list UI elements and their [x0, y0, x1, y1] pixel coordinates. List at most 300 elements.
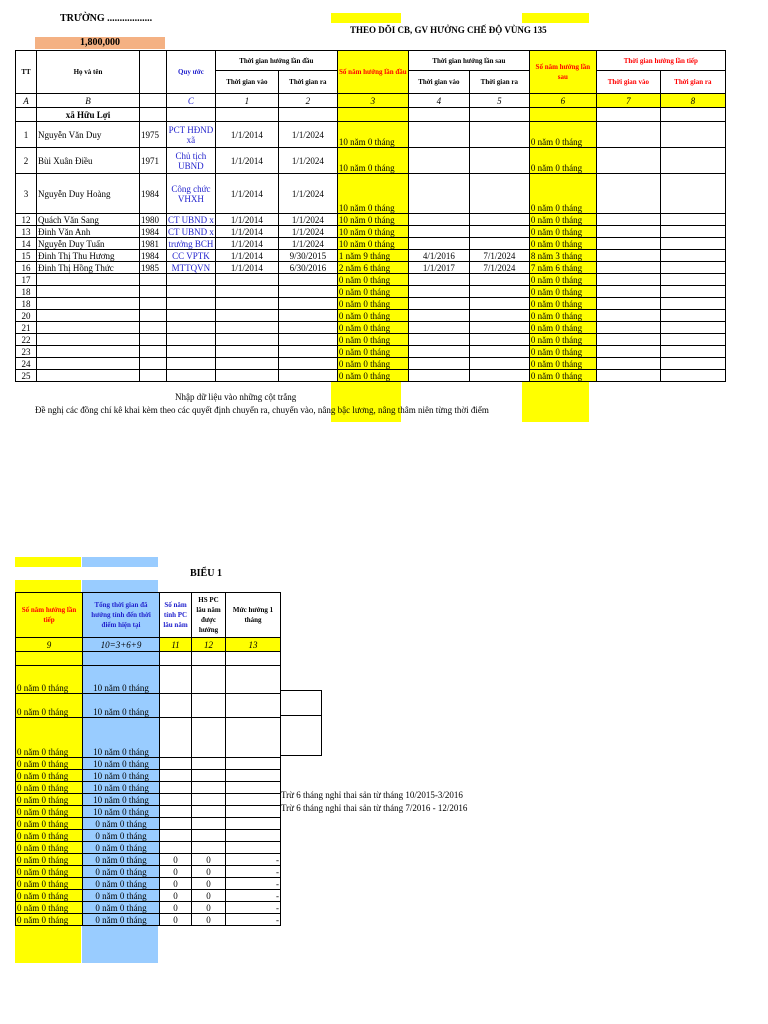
row-year[interactable]	[140, 310, 167, 322]
row-years-first: 0 năm 0 tháng	[337, 322, 408, 334]
bieu-monthly: -	[226, 854, 281, 866]
row-years-second: 0 năm 0 tháng	[529, 334, 596, 346]
row-time-out-1[interactable]	[278, 322, 337, 334]
row-year[interactable]: 1984	[140, 226, 167, 238]
row-time-in-1[interactable]: 1/1/2014	[215, 262, 278, 274]
row-time-out-2[interactable]	[469, 310, 529, 322]
bieu-monthly	[226, 718, 281, 758]
row-time-in-3	[596, 298, 660, 310]
row-time-in-2[interactable]	[408, 174, 469, 214]
table-row	[16, 174, 726, 214]
row-years-second: 0 năm 0 tháng	[529, 226, 596, 238]
bieu-yrs-next: 0 năm 0 tháng	[16, 666, 83, 694]
bieu-monthly: -	[226, 890, 281, 902]
code-8: 8	[660, 94, 725, 108]
row-time-out-2[interactable]: 7/1/2024	[469, 250, 529, 262]
row-time-in-2[interactable]: 4/1/2016	[408, 250, 469, 262]
bieu-years-pc	[160, 782, 192, 794]
row-role[interactable]: CT UBND x	[168, 226, 214, 237]
row-time-out-1[interactable]	[278, 310, 337, 322]
header-first-period: Thời gian hưởng lần đầu	[215, 51, 337, 71]
bieu-code-10: 10=3+6+9	[83, 638, 160, 652]
row-time-in-1[interactable]: 1/1/2014	[215, 250, 278, 262]
bieu-row	[16, 866, 281, 878]
row-time-in-1[interactable]	[215, 370, 278, 382]
bieu-years-pc: 0	[160, 878, 192, 890]
bieu-note1: Trừ 6 tháng nghỉ thai sản từ tháng 10/2015-3/2016	[281, 790, 463, 800]
row-years-second: 0 năm 0 tháng	[529, 310, 596, 322]
bieu-total: 0 năm 0 tháng	[83, 878, 160, 890]
row-tt: 17	[16, 274, 37, 286]
row-time-out-2[interactable]	[469, 122, 529, 148]
bieu-years-pc: 0	[160, 902, 192, 914]
row-time-out-1[interactable]: 9/30/2015	[278, 250, 337, 262]
table-row	[16, 322, 726, 334]
row-time-in-1[interactable]	[215, 346, 278, 358]
bieu-monthly	[226, 818, 281, 830]
row-time-in-3	[596, 322, 660, 334]
row-time-out-2[interactable]	[469, 334, 529, 346]
row-year[interactable]: 1984	[140, 174, 167, 214]
row-role[interactable]: Chủ tịch UBND	[167, 148, 216, 174]
row-time-in-3	[596, 310, 660, 322]
row-time-in-2[interactable]: 1/1/2017	[408, 262, 469, 274]
row-time-in-1[interactable]	[215, 310, 278, 322]
code-1: 1	[215, 94, 278, 108]
bieu-hs-pc	[192, 718, 226, 758]
bieu-hs-pc	[192, 794, 226, 806]
row-time-in-2[interactable]	[408, 148, 469, 174]
bieu-years-pc	[160, 758, 192, 770]
header-time-out-3: Thời gian ra	[660, 71, 725, 94]
bieu-side-box-divider	[280, 715, 321, 716]
row-time-in-2[interactable]	[408, 238, 469, 250]
row-time-in-2[interactable]	[408, 310, 469, 322]
row-time-out-1[interactable]: 1/1/2024	[278, 214, 337, 226]
header-rule: Quy ước	[167, 51, 216, 94]
row-role[interactable]	[167, 286, 216, 298]
row-time-out-2[interactable]: 7/1/2024	[469, 262, 529, 274]
yellow-strip-col3-top	[331, 13, 401, 23]
row-time-out-2[interactable]	[469, 214, 529, 226]
row-name[interactable]	[37, 370, 140, 382]
row-time-out-2[interactable]	[469, 274, 529, 286]
bieu-hs-pc: 0	[192, 902, 226, 914]
row-role[interactable]	[167, 370, 216, 382]
row-time-in-1[interactable]: 1/1/2014	[215, 226, 278, 238]
row-name[interactable]	[37, 358, 140, 370]
bieu-years-pc: 0	[160, 866, 192, 878]
bieu-yrs-next: 0 năm 0 tháng	[16, 806, 83, 818]
bieu-yrs-next: 0 năm 0 tháng	[16, 794, 83, 806]
row-name[interactable]: Quách Văn Sang	[37, 214, 140, 226]
row-tt: 16	[16, 262, 37, 274]
table-row	[16, 238, 726, 250]
row-years-first: 10 năm 0 tháng	[337, 148, 408, 174]
row-role[interactable]	[167, 298, 216, 310]
row-years-second: 0 năm 0 tháng	[529, 238, 596, 250]
bieu-years-pc: 0	[160, 890, 192, 902]
row-time-in-1[interactable]	[215, 298, 278, 310]
row-time-out-3	[660, 262, 725, 274]
bieu-row	[16, 878, 281, 890]
bieu-years-pc: 0	[160, 854, 192, 866]
row-time-in-1[interactable]	[215, 274, 278, 286]
bieu-monthly	[226, 770, 281, 782]
row-name[interactable]: Bùi Xuân Điều	[37, 148, 140, 174]
row-time-out-2[interactable]	[469, 346, 529, 358]
row-time-out-1[interactable]: 1/1/2024	[278, 226, 337, 238]
bieu-hs-pc: 0	[192, 878, 226, 890]
bieu-row	[16, 854, 281, 866]
row-years-second: 0 năm 0 tháng	[529, 298, 596, 310]
bieu-row	[16, 830, 281, 842]
row-time-in-3	[596, 214, 660, 226]
row-years-second: 0 năm 0 tháng	[529, 274, 596, 286]
bieu-row	[16, 902, 281, 914]
row-tt: 21	[16, 322, 37, 334]
row-year[interactable]: 1984	[140, 250, 167, 262]
row-role[interactable]	[167, 322, 216, 334]
bieu-side-box	[280, 690, 322, 756]
bieu-total: 0 năm 0 tháng	[83, 902, 160, 914]
row-tt: 2	[16, 148, 37, 174]
row-year[interactable]	[140, 370, 167, 382]
row-time-out-2[interactable]	[469, 148, 529, 174]
bieu-yrs-next: 0 năm 0 tháng	[16, 878, 83, 890]
row-role[interactable]	[167, 310, 216, 322]
bieu-total: 10 năm 0 tháng	[83, 718, 160, 758]
bieu-row	[16, 914, 281, 926]
row-year[interactable]: 1975	[140, 122, 167, 148]
row-time-out-1[interactable]: 1/1/2024	[278, 148, 337, 174]
row-name[interactable]: Nguyễn Văn Duy	[37, 122, 140, 148]
bieu-header-years-pc: Số năm tính PC lâu năm	[160, 593, 192, 638]
bieu-total: 0 năm 0 tháng	[83, 854, 160, 866]
row-year[interactable]: 1981	[140, 238, 167, 250]
row-years-second: 0 năm 0 tháng	[529, 286, 596, 298]
row-time-in-2[interactable]	[408, 322, 469, 334]
row-time-in-1[interactable]: 1/1/2014	[215, 238, 278, 250]
row-time-out-2[interactable]	[469, 322, 529, 334]
row-time-in-3	[596, 250, 660, 262]
bieu-monthly	[226, 794, 281, 806]
main-table	[15, 50, 726, 382]
school-label: TRƯỜNG ..................	[60, 13, 153, 24]
row-time-in-1[interactable]: 1/1/2014	[215, 214, 278, 226]
row-tt: 3	[16, 174, 37, 214]
row-time-in-3	[596, 148, 660, 174]
row-time-in-2[interactable]	[408, 226, 469, 238]
header-next-period: Thời gian hưởng lần tiếp	[596, 51, 725, 71]
row-role[interactable]: trưởng BCH	[168, 238, 214, 249]
row-year[interactable]	[140, 358, 167, 370]
bieu-row	[16, 718, 281, 758]
row-role[interactable]	[167, 274, 216, 286]
row-time-in-2[interactable]	[408, 214, 469, 226]
row-time-out-3	[660, 334, 725, 346]
row-time-out-1[interactable]	[278, 358, 337, 370]
bieu-hs-pc: 0	[192, 866, 226, 878]
bieu-header-yrs-next: Số năm hưởng lần tiếp	[16, 593, 83, 638]
row-time-out-1[interactable]: 1/1/2024	[278, 122, 337, 148]
row-time-in-3	[596, 226, 660, 238]
row-role[interactable]	[167, 346, 216, 358]
row-name[interactable]: Đinh Thị Hồng Thức	[37, 262, 140, 274]
row-role[interactable]: CT UBND x	[168, 214, 214, 225]
bieu-yrs-next: 0 năm 0 tháng	[16, 842, 83, 854]
bieu-hs-pc	[192, 842, 226, 854]
table-row	[16, 298, 726, 310]
row-time-out-3	[660, 274, 725, 286]
row-time-out-3	[660, 122, 725, 148]
row-year[interactable]	[140, 298, 167, 310]
row-years-second: 0 năm 0 tháng	[529, 174, 596, 214]
row-tt: 12	[16, 214, 37, 226]
bieu-hs-pc: 0	[192, 890, 226, 902]
row-time-out-1[interactable]	[278, 370, 337, 382]
row-time-out-2[interactable]	[469, 238, 529, 250]
row-time-out-3	[660, 322, 725, 334]
bieu-yrs-next: 0 năm 0 tháng	[16, 818, 83, 830]
row-time-out-2[interactable]	[469, 298, 529, 310]
row-name[interactable]: Đinh Văn Anh	[37, 226, 140, 238]
yellow-strip-col3-bottom	[331, 382, 401, 422]
bieu-total: 10 năm 0 tháng	[83, 758, 160, 770]
row-time-out-3	[660, 250, 725, 262]
row-name[interactable]	[37, 334, 140, 346]
bieu-row	[16, 842, 281, 854]
bieu-hs-pc	[192, 830, 226, 842]
bieu-monthly: -	[226, 902, 281, 914]
bieu-years-pc	[160, 818, 192, 830]
code-4: 4	[408, 94, 469, 108]
bieu-code-12: 12	[192, 638, 226, 652]
bieu-total: 10 năm 0 tháng	[83, 770, 160, 782]
row-time-out-3	[660, 214, 725, 226]
row-time-out-1[interactable]	[278, 274, 337, 286]
bieu-yrs-next: 0 năm 0 tháng	[16, 830, 83, 842]
table-row	[16, 274, 726, 286]
row-time-out-3	[660, 286, 725, 298]
row-name[interactable]	[37, 322, 140, 334]
bieu-yrs-next: 0 năm 0 tháng	[16, 718, 83, 758]
code-3: 3	[337, 94, 408, 108]
row-year[interactable]	[140, 274, 167, 286]
table-row	[16, 286, 726, 298]
row-time-in-3	[596, 238, 660, 250]
row-year[interactable]: 1985	[140, 262, 167, 274]
row-name[interactable]	[37, 286, 140, 298]
row-time-in-1[interactable]	[215, 286, 278, 298]
row-time-out-3	[660, 370, 725, 382]
row-time-in-2[interactable]	[408, 274, 469, 286]
row-time-out-1[interactable]: 1/1/2024	[278, 174, 337, 214]
bieu-yrs-next: 0 năm 0 tháng	[16, 890, 83, 902]
row-role[interactable]	[167, 334, 216, 346]
row-time-out-3	[660, 226, 725, 238]
row-time-in-2[interactable]	[408, 370, 469, 382]
row-years-second: 0 năm 0 tháng	[529, 370, 596, 382]
row-time-in-2[interactable]	[408, 346, 469, 358]
bieu-yrs-next: 0 năm 0 tháng	[16, 914, 83, 926]
header-name: Họ và tên	[37, 51, 140, 94]
row-time-in-1[interactable]	[215, 334, 278, 346]
row-years-second: 7 năm 6 tháng	[529, 262, 596, 274]
row-time-in-2[interactable]	[408, 122, 469, 148]
header-years-second: Số năm hưởng lần sau	[529, 51, 596, 94]
bieu-years-pc	[160, 718, 192, 758]
row-role[interactable]: MTTQVN	[167, 262, 216, 274]
row-role[interactable]: CC VPTK	[167, 250, 216, 262]
table-row	[16, 262, 726, 274]
row-tt: 24	[16, 358, 37, 370]
bieu-monthly	[226, 666, 281, 694]
bieu-yrs-next: 0 năm 0 tháng	[16, 782, 83, 794]
row-name[interactable]: Nguyễn Duy Tuấn	[37, 238, 140, 250]
row-role[interactable]: Công chức VHXH	[167, 174, 216, 214]
header-second-period: Thời gian hưởng lần sau	[408, 51, 529, 71]
row-year[interactable]: 1980	[140, 214, 167, 226]
row-name[interactable]	[37, 274, 140, 286]
bieu-years-pc	[160, 842, 192, 854]
row-time-out-2[interactable]	[469, 358, 529, 370]
row-time-out-1[interactable]	[278, 286, 337, 298]
row-name[interactable]	[37, 298, 140, 310]
row-role[interactable]	[167, 358, 216, 370]
row-years-first: 10 năm 0 tháng	[337, 238, 408, 250]
row-time-in-1[interactable]	[215, 322, 278, 334]
row-years-first: 0 năm 0 tháng	[337, 310, 408, 322]
row-time-in-3	[596, 286, 660, 298]
row-time-in-1[interactable]: 1/1/2014	[215, 148, 278, 174]
bieu-monthly	[226, 782, 281, 794]
row-name[interactable]: Nguyễn Duy Hoàng	[37, 174, 140, 214]
bieu-total: 10 năm 0 tháng	[83, 782, 160, 794]
row-time-in-3	[596, 262, 660, 274]
bieu-total: 10 năm 0 tháng	[83, 694, 160, 718]
bieu-yrs-next: 0 năm 0 tháng	[16, 758, 83, 770]
bieu-total: 0 năm 0 tháng	[83, 866, 160, 878]
row-tt: 20	[16, 310, 37, 322]
bieu-hs-pc	[192, 770, 226, 782]
bieu-code-9: 9	[16, 638, 83, 652]
row-years-first: 0 năm 0 tháng	[337, 358, 408, 370]
bieu-row	[16, 818, 281, 830]
row-name[interactable]: Đinh Thị Thu Hương	[37, 250, 140, 262]
bieu-total: 0 năm 0 tháng	[83, 818, 160, 830]
table-row	[16, 310, 726, 322]
row-time-out-1[interactable]	[278, 334, 337, 346]
row-time-in-2[interactable]	[408, 334, 469, 346]
code-7: 7	[596, 94, 660, 108]
row-years-first: 0 năm 0 tháng	[337, 298, 408, 310]
bieu-blue-top	[82, 557, 158, 567]
bieu-row	[16, 770, 281, 782]
bieu-monthly	[226, 758, 281, 770]
row-years-first: 0 năm 0 tháng	[337, 346, 408, 358]
bieu-years-pc	[160, 770, 192, 782]
row-time-in-3	[596, 274, 660, 286]
row-time-in-1[interactable]: 1/1/2014	[215, 122, 278, 148]
table-row	[16, 214, 726, 226]
row-years-first: 10 năm 0 tháng	[337, 214, 408, 226]
row-time-out-1[interactable]	[278, 298, 337, 310]
row-tt: 23	[16, 346, 37, 358]
row-time-out-3	[660, 174, 725, 214]
row-time-out-3	[660, 298, 725, 310]
row-time-out-1[interactable]: 6/30/2016	[278, 262, 337, 274]
bieu-row	[16, 694, 281, 718]
bieu-code-11: 11	[160, 638, 192, 652]
table-row	[16, 370, 726, 382]
bieu-yrs-next: 0 năm 0 tháng	[16, 694, 83, 718]
header-time-in-3: Thời gian vào	[596, 71, 660, 94]
row-years-second: 0 năm 0 tháng	[529, 346, 596, 358]
bieu-monthly	[226, 842, 281, 854]
row-year[interactable]	[140, 286, 167, 298]
row-name[interactable]	[37, 310, 140, 322]
code-2: 2	[278, 94, 337, 108]
row-tt: 14	[16, 238, 37, 250]
table-row	[16, 148, 726, 174]
row-tt: 22	[16, 334, 37, 346]
bieu-hs-pc	[192, 818, 226, 830]
row-time-out-2[interactable]	[469, 370, 529, 382]
bieu-hs-pc	[192, 782, 226, 794]
header-time-out-1: Thời gian ra	[278, 71, 337, 94]
row-years-first: 1 năm 9 tháng	[337, 250, 408, 262]
row-time-out-2[interactable]	[469, 174, 529, 214]
row-name[interactable]	[37, 346, 140, 358]
row-years-first: 0 năm 0 tháng	[337, 274, 408, 286]
row-years-first: 10 năm 0 tháng	[337, 174, 408, 214]
row-time-in-2[interactable]	[408, 358, 469, 370]
row-years-first: 0 năm 0 tháng	[337, 286, 408, 298]
bieu-total: 0 năm 0 tháng	[83, 842, 160, 854]
row-time-in-1[interactable]: 1/1/2014	[215, 174, 278, 214]
bieu-total: 10 năm 0 tháng	[83, 806, 160, 818]
row-time-out-2[interactable]	[469, 286, 529, 298]
table-row	[16, 334, 726, 346]
header-time-in-2: Thời gian vào	[408, 71, 469, 94]
row-time-in-2[interactable]	[408, 298, 469, 310]
row-years-first: 10 năm 0 tháng	[337, 122, 408, 148]
header-year	[140, 51, 167, 94]
row-year[interactable]: 1971	[140, 148, 167, 174]
group-label: xã Hữu Lợi	[37, 108, 140, 122]
row-time-out-2[interactable]	[469, 226, 529, 238]
row-years-second: 0 năm 0 tháng	[529, 148, 596, 174]
bieu-header-monthly: Mức hưởng 1 tháng	[226, 593, 281, 638]
row-time-in-2[interactable]	[408, 286, 469, 298]
row-time-in-1[interactable]	[215, 358, 278, 370]
bieu-header-hs-pc: HS PC lâu năm được hưởng	[192, 593, 226, 638]
row-role[interactable]: PCT HĐND xã	[167, 122, 216, 148]
bieu-row	[16, 758, 281, 770]
row-time-out-1[interactable]: 1/1/2024	[278, 238, 337, 250]
bieu-row	[16, 666, 281, 694]
table-row	[16, 226, 726, 238]
row-years-first: 0 năm 0 tháng	[337, 334, 408, 346]
row-time-out-1[interactable]	[278, 346, 337, 358]
row-year[interactable]	[140, 346, 167, 358]
code-a: A	[16, 94, 37, 108]
bieu-yrs-next: 0 năm 0 tháng	[16, 770, 83, 782]
row-year[interactable]	[140, 334, 167, 346]
row-year[interactable]	[140, 322, 167, 334]
bieu-total: 0 năm 0 tháng	[83, 830, 160, 842]
